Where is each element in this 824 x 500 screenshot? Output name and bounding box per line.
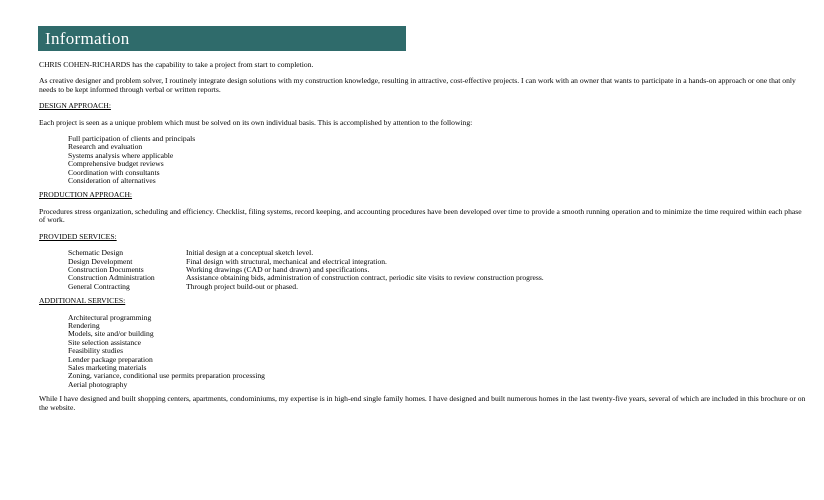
page-title: Information [45, 29, 130, 48]
service-name: General Contracting [68, 281, 130, 291]
service-name: Construction Administration [68, 273, 155, 283]
list-item: Models, site and/or building [68, 329, 154, 339]
service-name: Schematic Design [68, 248, 124, 258]
design-approach-heading: DESIGN APPROACH: [39, 101, 111, 111]
closing-paragraph: While I have designed and built shopping centers, apartments, condominiums, my expertise is in high-end single family homes. I have designed and built numerous homes in the last twenty-five years, several of which are included in this brochure or on the website. [39, 394, 806, 412]
list-item: Systems analysis where applicable [68, 150, 174, 160]
title-bar [38, 26, 406, 51]
design-approach-text: Each project is seen as a unique problem which must be solved on its own individual basis. This is accomplished by attention to the following: [39, 117, 473, 127]
production-approach-text: Procedures stress organization, scheduling and efficiency. Checklist, filing systems, record keeping, and accounting procedures have been developed over time to provide a smooth running operation and to minimize the time required within each phase of work. [39, 206, 802, 225]
service-description: Through project build-out or phased. [186, 281, 298, 291]
additional-services-heading: ADDITIONAL SERVICES: [39, 296, 126, 306]
design-approach-list [39, 135, 809, 185]
table-row [68, 283, 544, 291]
list-item: Feasibility studies [68, 346, 124, 356]
list-item: Aerial photography [68, 379, 128, 389]
additional-services-list [39, 314, 809, 390]
intro-paragraph: As creative designer and problem solver, I routinely integrate design solutions with my construction knowledge, resulting in attractive, cost-effective projects. I can work with an owner that wants to participate in a hands-on approach or one that only needs to be kept informed through verbal or written reports. [39, 76, 796, 94]
list-item: Consideration of alternatives [68, 176, 156, 186]
list-item: Architectural programming [68, 312, 152, 322]
list-item: Rendering [68, 320, 100, 330]
service-description: Initial design at a conceptual sketch level. [186, 248, 314, 258]
provided-services-heading: PROVIDED SERVICES: [39, 231, 117, 241]
list-item: Research and evaluation [68, 142, 143, 152]
service-name: Construction Documents [68, 264, 144, 274]
list-item: Full participation of clients and principals [68, 134, 196, 144]
list-item: Site selection assistance [68, 337, 141, 347]
list-item: Lender package preparation [68, 354, 153, 364]
production-approach-heading: PRODUCTION APPROACH: [39, 190, 133, 200]
service-description: Final design with structural, mechanical and electrical integration. [186, 256, 387, 266]
intro-line: CHRIS COHEN-RICHARDS has the capability to take a project from start to completion. [39, 60, 314, 69]
content-area [39, 61, 809, 412]
list-item: Comprehensive budget reviews [68, 159, 164, 169]
service-description: Working drawings (CAD or hand drawn) and specifications. [186, 264, 370, 274]
service-name: Design Development [68, 256, 133, 266]
table-row [68, 274, 544, 282]
list-item: Zoning, variance, conditional use permits preparation processing [68, 371, 265, 381]
service-description: Assistance obtaining bids, administration of construction contract, periodic site visits to review construction progress. [186, 273, 544, 283]
provided-services-table [68, 249, 544, 291]
list-item: Sales marketing materials [68, 362, 147, 372]
list-item: Coordination with consultants [68, 167, 160, 177]
